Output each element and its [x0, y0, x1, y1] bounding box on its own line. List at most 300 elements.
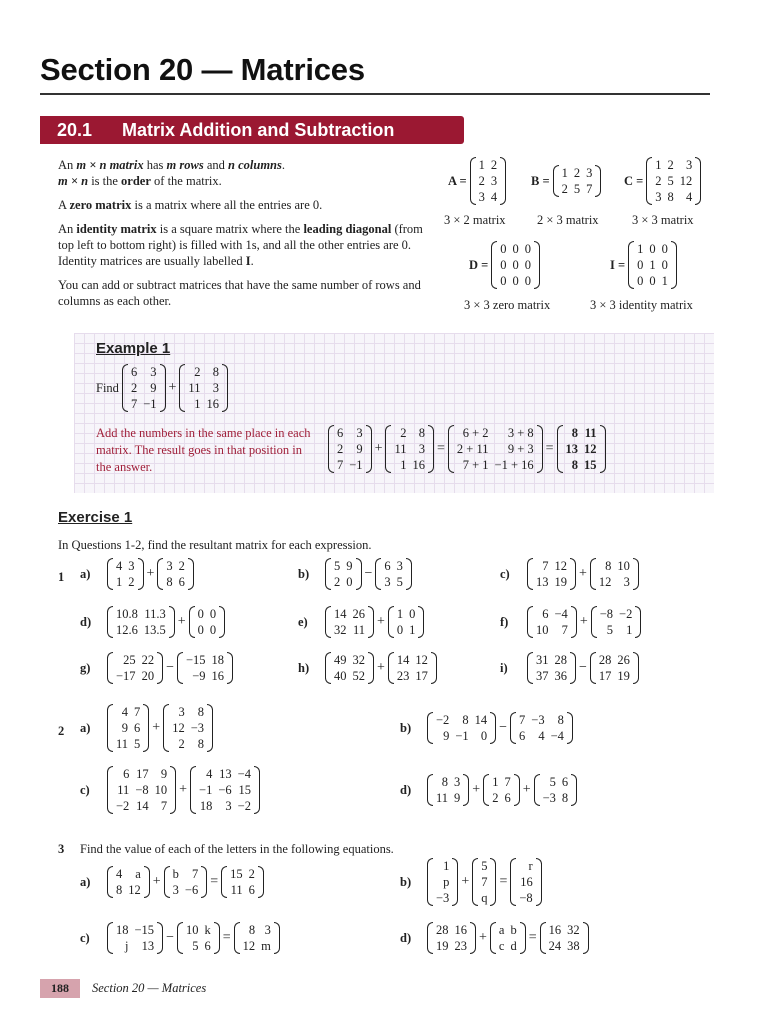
question-3c [80, 922, 280, 954]
matrix [491, 241, 540, 289]
matrix-cell: 13.5 [143, 623, 166, 637]
matrix-cell: 7 [519, 713, 526, 727]
matrix-cell: 36 [554, 669, 567, 683]
matrix-cell: 13 [536, 575, 549, 589]
matrix-cell: 11 [394, 442, 407, 456]
matrix-cell: 15 [584, 458, 597, 472]
part-label: i) [500, 660, 508, 675]
matrix [221, 866, 264, 898]
matrix [107, 766, 176, 814]
matrix-cell: 8 [441, 775, 449, 789]
matrix-cell: 9 [443, 729, 450, 743]
matrix-cell: 26 [617, 653, 630, 667]
matrix-cell: 11 [116, 737, 129, 751]
matrix-cell: 11 [117, 783, 130, 797]
matrix-cell: 14 [474, 713, 488, 727]
matrix-cell: a [498, 923, 505, 937]
matrix-cell: 6 [248, 883, 255, 897]
matrix-cell: 3 [490, 174, 498, 188]
question-2d [400, 774, 577, 806]
matrix-cell: d [510, 939, 517, 953]
matrix [375, 558, 412, 590]
operator: − [579, 660, 587, 675]
matrix-cell: 23 [454, 939, 467, 953]
matrix-cell: 18 [199, 799, 213, 813]
matrix-right-bracket [418, 606, 424, 638]
part-label: a) [80, 720, 91, 735]
matrix-cell: 4 [490, 190, 498, 204]
matrix-cell: 1 [443, 859, 450, 873]
matrix-cell: 14 [334, 607, 347, 621]
matrix-cell: −1 [199, 783, 213, 797]
matrix-cell: c [498, 939, 505, 953]
matrix-cell: 5 [481, 859, 488, 873]
matrix-cell: 23 [396, 669, 410, 683]
matrix-right-bracket [258, 866, 264, 898]
matrix-cell: 0 [500, 258, 507, 272]
matrix-cell: 13 [219, 767, 232, 781]
matrix-cell: 0 [480, 729, 488, 743]
matrix [590, 652, 639, 684]
matrix-cell: 22 [141, 653, 155, 667]
matrix-cell: 9 [121, 721, 129, 735]
part-label: c) [500, 566, 510, 581]
matrix-cell: 24 [548, 939, 562, 953]
matrix-right-bracket [500, 157, 506, 205]
matrix-cell: 2 [178, 737, 185, 751]
matrix-cell: 32 [352, 653, 365, 667]
matrix-cell: 18 [116, 923, 129, 937]
matrix-cell: 5 [396, 575, 403, 589]
matrix-cell: 19 [617, 669, 630, 683]
operator: − [166, 660, 174, 675]
matrix-cell: 6 [384, 559, 391, 573]
matrix-cell: 0 [500, 242, 507, 256]
exercise-instruction: In Questions 1-2, find the resultant matrix for each expression. [58, 538, 372, 552]
matrix-cell: 3 [586, 166, 593, 180]
question-1f [500, 606, 641, 638]
matrix-cell: −1 [455, 729, 469, 743]
matrix [483, 774, 520, 806]
matrix-cell: 2 [478, 174, 485, 188]
matrix-cell: 2 [655, 174, 662, 188]
question-1b [298, 558, 412, 590]
matrix-cell: 3 [178, 705, 185, 719]
matrix [527, 606, 577, 638]
matrix-cell: −2 [116, 799, 130, 813]
matrix-cell: 4 [206, 767, 213, 781]
matrix [325, 558, 362, 590]
operator: + [152, 720, 161, 735]
matrix-cell: 25 [123, 653, 136, 667]
part-label: e) [298, 614, 308, 629]
matrix-right-bracket [536, 858, 542, 906]
matrix-cell: 8 [605, 559, 612, 573]
matrix-cell: 38 [567, 939, 580, 953]
matrix-cell: −1 [143, 397, 157, 411]
matrix-cell: 0 [649, 242, 656, 256]
matrix-cell: 3 [623, 575, 630, 589]
matrix [388, 652, 437, 684]
matrix-cell: −8 [135, 783, 149, 797]
matrix-a-caption: 3 × 2 matrix [444, 213, 506, 227]
matrix-cell: 10 [154, 783, 168, 797]
matrix-cell: 9 [356, 442, 363, 456]
matrix-cell: 9 [150, 381, 157, 395]
matrix [448, 425, 543, 473]
operator: = [528, 930, 537, 945]
matrix-cell: 10.8 [116, 607, 138, 621]
matrix-cell: 11 [436, 791, 449, 805]
matrix [527, 558, 576, 590]
matrix-cell: 20 [141, 669, 155, 683]
matrix [325, 606, 374, 638]
question-1h [298, 652, 437, 684]
matrix-right-bracket [219, 606, 225, 638]
matrix [646, 157, 701, 205]
matrix-cell: 6 [134, 721, 141, 735]
matrix [427, 774, 469, 806]
matrix-cell: 1 [409, 623, 416, 637]
matrix-cell: 11 [230, 883, 243, 897]
part-label: g) [80, 660, 91, 675]
matrix-cell: 8 [571, 426, 579, 440]
part-label: a) [80, 874, 91, 889]
question-1g [80, 652, 233, 684]
matrix-cell: 6 [519, 729, 526, 743]
matrix-cell: 3 [225, 799, 232, 813]
matrix-cell: −8 [599, 607, 614, 621]
title-rule [40, 93, 710, 95]
matrix-cell: 8 [557, 713, 564, 727]
matrix-cell: 3 [655, 190, 662, 204]
matrix-cell: 26 [352, 607, 365, 621]
matrix [628, 241, 677, 289]
matrix-cell: 18 [211, 653, 225, 667]
question-1e [298, 606, 424, 638]
matrix-cell: 3 [478, 190, 485, 204]
intro-p4: An identity matrix is a square matrix where the leading diagonal (from top left to bottom right) is filled with 1s, and all the other entries are 0. Identity matrices are usually labelled I. [58, 222, 423, 268]
matrix-cell: 32 [567, 923, 580, 937]
matrix-cell: 0 [209, 607, 217, 621]
matrix-cell: −17 [116, 669, 136, 683]
matrix-cell: 1 [194, 397, 201, 411]
matrix-cell: 0 [649, 274, 656, 288]
matrix-cell: 12 [679, 174, 693, 188]
matrix-cell: 0 [197, 607, 204, 621]
matrix-right-bracket [222, 364, 228, 412]
page-number: 188 [40, 979, 80, 998]
matrix [553, 165, 602, 197]
matrix-cell: 8 [571, 458, 579, 472]
matrix-right-bracket [188, 558, 194, 590]
matrix-cell: 3 [264, 923, 271, 937]
matrix [427, 712, 496, 744]
intro-p5: You can add or subtract matrices that have the same number of rows and columns as each other. [58, 278, 421, 308]
matrix-cell: −15 [134, 923, 155, 937]
matrix [107, 652, 163, 684]
matrix-right-bracket [635, 606, 641, 638]
example-question: Find 6 3 2 9 7 −1 + 2 8 11 3 1 16 [96, 364, 228, 412]
operator: + [177, 614, 186, 629]
matrix-cell: 4 [538, 729, 545, 743]
matrix-cell: 8 [197, 737, 205, 751]
matrix-cell: 0 [396, 623, 404, 637]
matrix-cell: 2 [248, 867, 255, 881]
matrix [557, 425, 606, 473]
matrix-cell: 1 [492, 775, 499, 789]
matrix-cell: j [125, 939, 129, 953]
matrix-cell: 2 [334, 575, 341, 589]
matrix-cell: 3 [384, 575, 391, 589]
matrix-cell: 3 [128, 559, 135, 573]
matrix-cell: 12 [128, 883, 141, 897]
footer-section-title: Section 20 — Matrices [92, 981, 207, 995]
matrix-cell: 17 [598, 669, 612, 683]
section-banner [40, 116, 464, 144]
matrix-cell: 7 [130, 397, 138, 411]
matrix-cell: 3 + 8 [507, 426, 534, 440]
operator: + [377, 660, 385, 675]
section-title: Matrix Addition and Subtraction [122, 120, 395, 140]
matrix-cell: r [528, 859, 533, 873]
matrix [427, 858, 458, 906]
matrix [179, 364, 228, 412]
matrix-right-bracket [567, 712, 573, 744]
matrix-right-bracket [431, 652, 437, 684]
matrix [157, 558, 194, 590]
question-2-number: 2 [58, 724, 65, 738]
matrix-cell: 9 [346, 559, 353, 573]
operator: + [461, 874, 470, 889]
matrix-cell: −8 [519, 891, 533, 905]
matrix [427, 922, 476, 954]
matrix-cell: 13 [141, 939, 155, 953]
matrix-cell: 15 [238, 783, 251, 797]
matrix-cell: 6 [130, 365, 138, 379]
matrix-cell: 2 [194, 365, 201, 379]
question-1i [500, 652, 639, 684]
matrix-cell: 0 [661, 242, 668, 256]
part-label: b) [400, 874, 412, 889]
matrix [177, 652, 233, 684]
matrix-cell: 14 [136, 799, 149, 813]
matrix-cell: 7 [542, 559, 549, 573]
matrix-cell: −6 [184, 883, 199, 897]
matrix-cell: 8 [248, 923, 256, 937]
matrix-cell: 1 [661, 274, 668, 288]
matrix-cell: 2 [490, 158, 498, 172]
matrix-cell: 15 [230, 867, 243, 881]
matrix [107, 704, 149, 752]
intro-p3: A zero matrix is a matrix where all the entries are 0. [58, 198, 323, 212]
matrix-cell: 0 [524, 274, 532, 288]
matrix [107, 606, 175, 638]
matrix-cell: 28 [554, 653, 567, 667]
matrix-cell: 6 [123, 767, 130, 781]
matrix-cell: −3 [190, 721, 205, 735]
matrix-cell: −2 [237, 799, 251, 813]
matrix-cell: 0 [346, 575, 353, 589]
matrix-cell: 16 [520, 875, 533, 889]
matrix-cell: 7 + 1 [462, 458, 489, 472]
matrix-cell: 11.3 [144, 607, 166, 621]
matrix-cell: 6 [561, 775, 569, 789]
matrix-i-def: I = 1 0 0 0 1 0 0 0 1 [610, 241, 677, 289]
matrix-cell: 6 [178, 575, 185, 589]
matrix-cell: −9 [192, 669, 206, 683]
question-2c [80, 766, 260, 814]
matrix-cell: 3 [454, 775, 461, 789]
matrix-cell: 0 [637, 274, 644, 288]
matrix [190, 766, 260, 814]
question-2a [80, 704, 213, 752]
matrix-cell: 1 [478, 158, 485, 172]
matrix [163, 704, 213, 752]
matrix-cell: 8 [561, 791, 569, 805]
matrix [590, 558, 639, 590]
matrix-cell: −1 [349, 458, 363, 472]
matrix-cell: 7 [504, 775, 511, 789]
question-3b [400, 858, 542, 906]
matrix-cell: 0 [637, 258, 644, 272]
section-number: 20.1 [57, 120, 93, 140]
matrix-cell: 1 [649, 258, 656, 272]
matrix [328, 425, 372, 473]
matrix-right-bracket [254, 766, 260, 814]
matrix-cell: 2 [400, 426, 407, 440]
matrix-cell: 1 [626, 623, 633, 637]
matrix-cell: 6 [204, 939, 211, 953]
matrix-cell: 7 [191, 867, 199, 881]
question-3d [400, 922, 589, 954]
matrix-cell: 5 [606, 623, 614, 637]
matrix-cell: 13 [565, 442, 579, 456]
operator: + [146, 566, 155, 581]
matrix-cell: −3 [436, 891, 450, 905]
matrix-cell: 6 [542, 607, 549, 621]
matrix-cell: 2 [573, 166, 581, 180]
matrix-c-def: C = 1 2 3 2 5 12 3 8 4 [624, 157, 701, 205]
matrix-cell: 0 [197, 623, 204, 637]
exercise-heading: Exercise 1 [58, 509, 133, 526]
matrix-cell: 1 [561, 166, 568, 180]
matrix-cell: 5 [334, 559, 341, 573]
matrix-cell: 19 [554, 575, 567, 589]
matrix-right-bracket [595, 165, 601, 197]
matrix-cell: 7 [481, 875, 488, 889]
question-1c [500, 558, 639, 590]
operator: + [479, 930, 487, 945]
matrix-cell: −1 + 16 [494, 458, 534, 472]
matrix-cell: 12 [584, 442, 597, 456]
matrix [388, 606, 425, 638]
matrix-i-caption: 3 × 3 identity matrix [590, 298, 693, 312]
matrix-cell: 37 [536, 669, 549, 683]
matrix-cell: 7 [337, 458, 344, 472]
matrix [472, 858, 496, 906]
matrix-cell: 3 [686, 158, 693, 172]
operator: + [472, 782, 481, 797]
matrix-right-bracket [671, 241, 677, 289]
matrix-cell: −4 [237, 767, 251, 781]
matrix-cell: 1 [655, 158, 662, 172]
part-label: d) [400, 930, 412, 945]
matrix-cell: 16 [412, 458, 426, 472]
matrix-cell: 4 [686, 190, 693, 204]
matrix [107, 922, 163, 954]
matrix-cell: 0 [524, 242, 532, 256]
matrix-d-def: D = 0 0 0 0 0 0 0 0 0 [469, 241, 540, 289]
matrix-cell: −15 [185, 653, 206, 667]
matrix-cell: 11 [352, 623, 365, 637]
matrix-cell: −4 [550, 729, 564, 743]
matrix-cell: 0 [209, 623, 217, 637]
matrix-cell: 10 [617, 559, 630, 573]
matrix-cell: 8 [116, 883, 123, 897]
matrix-cell: 9 + 3 [507, 442, 534, 456]
matrix-cell: 2 [667, 158, 674, 172]
matrix-cell: 7 [160, 799, 168, 813]
matrix-cell: 3 [356, 426, 363, 440]
operator: + [579, 566, 587, 581]
matrix-cell: 16 [454, 923, 467, 937]
example-explanation: Add the numbers in the same place in each matrix. The result goes in that position in the answer. [96, 426, 311, 474]
matrix-cell: 0 [512, 258, 519, 272]
matrix-cell: 52 [352, 669, 365, 683]
matrix-cell: 12 [172, 721, 185, 735]
intro-p1: An m × n matrix has m rows and n columns. m × n is the order of the matrix. [58, 158, 285, 188]
matrix [122, 364, 166, 412]
matrix-cell: 3 [212, 381, 219, 395]
part-label: a) [80, 566, 91, 581]
matrix-cell: 7 [134, 705, 141, 719]
part-label: c) [80, 930, 90, 945]
matrix-cell: 2 [130, 381, 138, 395]
matrix-cell: 8 [667, 190, 674, 204]
matrix-cell: 1 [396, 607, 404, 621]
matrix [490, 922, 526, 954]
matrix-cell: 0 [524, 258, 532, 272]
matrix-cell: 2 [337, 442, 344, 456]
matrix-cell: 5 [192, 939, 199, 953]
example-solution: 6 3 2 9 7 −1 + 2 8 11 3 1 16 = 6 + 2 3 + 8 2 + 11 9 + 3 7 + 1 −1 + 16 = 8 11 13 12 8 15 [328, 425, 606, 473]
page-title: Section 20 — Matrices [40, 52, 365, 87]
matrix [107, 558, 144, 590]
matrix-b-def: B = 1 2 3 2 5 7 [531, 165, 601, 197]
matrix-cell: 7 [561, 623, 568, 637]
matrix-cell: 16 [211, 669, 225, 683]
matrix-cell: −3 [542, 791, 556, 805]
matrix-right-bracket [207, 704, 213, 752]
operator: + [152, 874, 161, 889]
matrix-cell: 16 [206, 397, 219, 411]
matrix-c-caption: 3 × 3 matrix [632, 213, 694, 227]
question-1a [80, 558, 194, 590]
matrix-cell: 9 [160, 767, 168, 781]
matrix [527, 652, 576, 684]
operator: + [579, 614, 588, 629]
matrix-cell: 17 [136, 767, 149, 781]
matrix-right-bracket [583, 922, 589, 954]
matrix-cell: 3 [166, 559, 173, 573]
matrix-cell: 1 [637, 242, 644, 256]
matrix-cell: −4 [554, 607, 568, 621]
example-find-label: Find [96, 380, 119, 395]
question-3-number: 3 [58, 842, 65, 856]
example-heading: Example 1 [96, 340, 171, 357]
matrix-cell: 8 [212, 365, 219, 379]
